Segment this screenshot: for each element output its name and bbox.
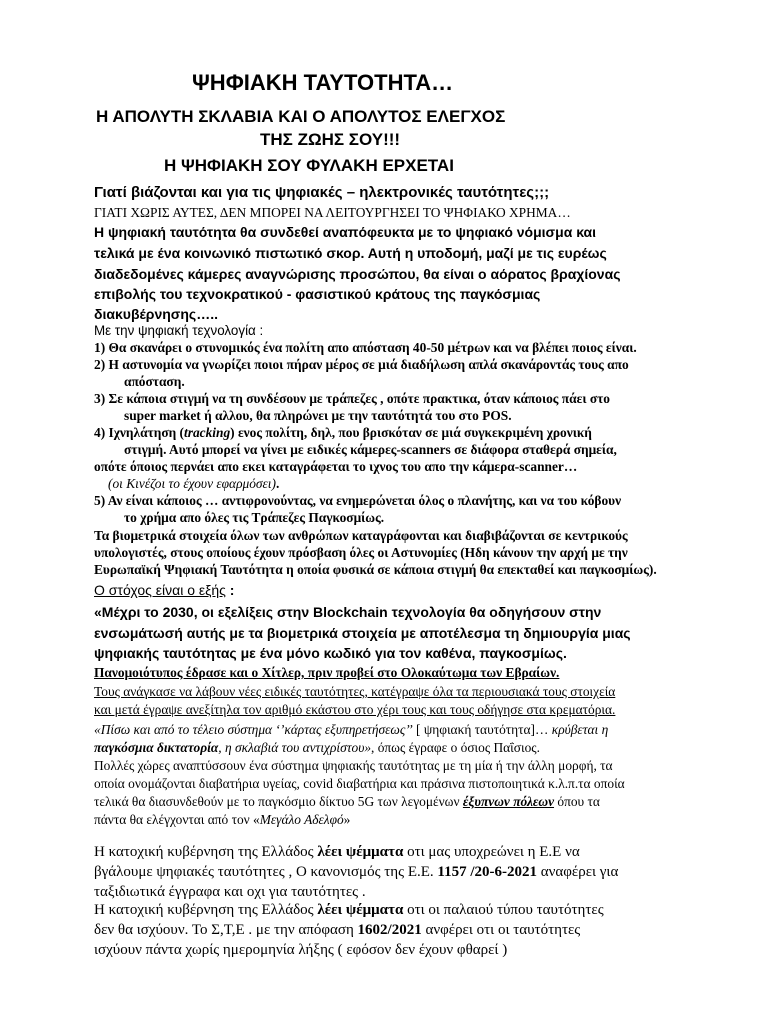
gov-line xyxy=(94,844,580,861)
subtitle-line-3: Η ΨΗΦΙΑΚΗ ΣΟΥ ΦΥΛΑΚΗ ΕΡΧΕΤΑΙ xyxy=(164,156,454,175)
page-title: ΨΗΦΙΑΚΗ ΤΑΥΤΟΤΗΤΑ… xyxy=(192,70,454,95)
tech-item-4-cont: οπότε όποιος περνάει απο εκει καταγράφεται το ιχνος του απο την κάμερα-scanner… xyxy=(94,459,578,474)
tech-item-2-cont: απόσταση. xyxy=(124,374,185,389)
tech-item-4-note xyxy=(108,476,279,491)
tech-item-3-cont: super market ή αλλου, θα πληρώνει με την ταυτότητά του στο POS. xyxy=(124,408,512,423)
prototype-line: Πανομοιότυπος έδρασε και ο Χίτλερ, πριν προβεί στο Ολοκαύτωμα των Εβραίων. xyxy=(94,665,560,680)
gov-line xyxy=(94,864,618,881)
goal-line: ψηφιακής ταυτότητας με ένα μόνο κωδικό για τον καθένα, παγκοσμίως. xyxy=(94,645,567,661)
quote-line-2 xyxy=(94,740,540,755)
gov-bold: λέει ψέμματα xyxy=(317,844,404,860)
tech-item-4-pre: 4) Ιχνηλάτηση ( xyxy=(94,425,185,440)
biometric-line: υπολογιστές, στους οποίους έχουν πρόσβαση όλες οι Αστυνομίες (Ηδη κάνουν την αρχή με την xyxy=(94,545,628,560)
gov-bold: λέει ψέμματα xyxy=(317,902,404,918)
hitler-line: και μετά έγραψε ανεξίτηλα τον αριθμό εκάστου στο χέρι τους και τους οδήγησε στα κρεματόρια. xyxy=(94,702,616,717)
intro-paragraph-line: διαδεδομένες κάμερες αναγνώρισης προσώπου, θα είναι ο αόρατος βραχίονας xyxy=(94,266,621,282)
countries-line: οποία ονομάζονται διαβατήρια υγείας, covid διαβατήρια και πράσινα πιστοποιητικά κ.λ.π.τα οποία xyxy=(94,776,625,791)
gov-text: οτι οι παλαιού τύπου ταυτότητες xyxy=(403,902,604,918)
gov-text: δεν θα ισχύουν. Το Σ,Τ,Ε . με την απόφαση xyxy=(94,922,358,938)
tech-item-4 xyxy=(94,425,592,440)
gov-line xyxy=(94,902,604,919)
intro-paragraph-line: Η ψηφιακή ταυτότητα θα συνδεθεί αναπόφευκτα με το ψηφιακό νόμισμα και xyxy=(94,224,597,240)
biometric-line: Τα βιομετρικά στοιχεία όλων των ανθρώπων καταγράφονται και διαβιβάζονται σε κεντρικούς xyxy=(94,528,628,543)
goal-line: ενσωμάτωσή αυτής με τα βιομετρικά στοιχεία με αποτέλεσμα τη δημιουργία μιας xyxy=(94,625,631,641)
quote-italic: «Πίσω και από το τέλειο σύστημα ‘’κάρτας εξυπηρετήσεως’’ xyxy=(94,722,413,737)
decision-number: 1602/2021 xyxy=(357,922,422,938)
tech-item-1: 1) Θα σκανάρει ο στυνομικός ένα πολίτη απο απόσταση 40-50 μέτρων και να βλέπει ποιος είναι. xyxy=(94,340,637,355)
gov-text: βγάλουμε ψηφιακές ταυτότητες , Ο κανονισμός της Ε.Ε. xyxy=(94,864,438,880)
tech-item-4-italic: tracking xyxy=(184,425,231,440)
goal-line: «Μέχρι το 2030, οι εξελίξεις στην Blockchain τεχνολογία θα οδηγήσουν στην xyxy=(94,604,602,620)
goal-heading xyxy=(94,582,234,598)
gov-text: Η κατοχική κυβέρνηση της Ελλάδος xyxy=(94,902,318,918)
countries-text: » xyxy=(343,812,351,827)
goal-heading-colon: : xyxy=(225,582,235,598)
countries-text: όπου τα xyxy=(554,794,600,809)
subtitle-line-2: ΤΗΣ ΖΩΗΣ ΣΟΥ!!! xyxy=(260,130,401,149)
countries-text: πάντα θα ελέγχονται από τον « xyxy=(94,812,260,827)
quote-line-1 xyxy=(94,722,608,737)
intro-paragraph-line: διακυβέρνησης….. xyxy=(94,306,218,322)
smart-cities-text: έξυπνων πόλεων xyxy=(462,794,555,809)
gov-line xyxy=(94,922,580,939)
gov-text: Η κατοχική κυβέρνηση της Ελλάδος xyxy=(94,844,318,860)
goal-heading-text: Ο στόχος είναι ο εξής xyxy=(94,582,226,598)
gov-text: ανφέρει οτι οι ταυτότητες xyxy=(421,922,581,938)
quote-normal: , όπως έγραφε ο όσιος Παΐσιος. xyxy=(371,740,540,755)
intro-question: Γιατί βιάζονται και για τις ψηφιακές – ηλεκτρονικές ταυτότητες;;; xyxy=(94,184,550,201)
tech-item-5: 5) Αν είναι κάποιος … αντιφρονούντας, να ενημερώνεται όλος ο πλανήτης, και να του κόβουν xyxy=(94,493,622,508)
tech-item-5-cont: το χρήμα απο όλες τις Τράπεζες Παγκοσμίως. xyxy=(124,510,385,525)
quote-bold-italic: παγκόσμια δικτατορία xyxy=(94,740,219,755)
tech-item-4-cont: στιγμή. Αυτό μπορεί να γίνει με ειδικές κάμερες-scanners σε διάφορα σταθερά σημεία, xyxy=(124,442,617,457)
gov-line: ισχύουν πάντα χωρίς ημερομηνία λήξης ( εφόσον δεν έχουν φθαρεί ) xyxy=(94,942,508,958)
quote-italic: , η σκλαβιά του αντιχρίστου» xyxy=(218,740,372,755)
intro-paragraph-line: επιβολής του τεχνοκρατικού - φασιστικού κράτους της παγκόσμιας xyxy=(94,286,541,302)
gov-text: αναφέρει για xyxy=(537,864,619,880)
tech-item-4-note-italic: (οι Κινέζοι το έχουν εφαρμόσει) xyxy=(108,476,276,491)
tech-heading: Με την ψηφιακή τεχνολογία : xyxy=(94,323,264,338)
countries-line-4 xyxy=(94,812,350,827)
regulation-number: 1157 /20-6-2021 xyxy=(437,864,537,880)
subtitle-line-1: Η ΑΠΟΛΥΤΗ ΣΚΛΑΒΙΑ ΚΑΙ Ο ΑΠΟΛΥΤΟΣ ΕΛΕΓΧΟΣ xyxy=(96,107,506,126)
quote-italic: κρύβεται η xyxy=(551,722,609,737)
countries-text: τελικά θα διασυνδεθούν με το παγκόσμιο δίκτυο 5G των λεγομένων xyxy=(94,794,463,809)
big-brother-text: Μεγάλο Αδελφό xyxy=(259,812,344,827)
countries-line: Πολλές χώρες αναπτύσσουν ένα σύστημα ψηφιακής ταυτότητας με τη μία ή την άλλη μορφή, τα xyxy=(94,758,613,773)
biometric-line: Ευρωπαϊκή Ψηφιακή Ταυτότητα η οποία φυσικά σε κάποια στιγμή θα επεκταθεί και παγκοσμίως). xyxy=(94,562,657,577)
tech-item-4-post: ) ενος πολίτη, δηλ, που βρισκόταν σε μιά συγκεκριμένη χρονική xyxy=(230,425,592,440)
intro-answer: ΓΙΑΤΙ ΧΩΡΙΣ ΑΥΤΕΣ, ΔΕΝ ΜΠΟΡΕΙ ΝΑ ΛΕΙΤΟΥΡΓΗΣΕΙ ΤΟ ΨΗΦΙΑΚΟ ΧΡΗΜΑ… xyxy=(94,205,571,220)
hitler-line: Τους ανάγκασε να λάβουν νέες ειδικές ταυτότητες, κατέγραψε όλα τα περιουσιακά τους στοιχεία xyxy=(94,684,616,699)
tech-item-2: 2) Η αστυνομία να γνωρίζει ποιοι πήραν μέρος σε μιά διαδήλωση απλά σκανάροντάς τους απο xyxy=(94,357,629,372)
tech-item-4-note-end: . xyxy=(275,476,280,491)
quote-normal: [ ψηφιακή ταυτότητα]… xyxy=(412,722,552,737)
intro-paragraph-line: τελικά με ένα κοινωνικό πιστωτικό σκορ. Αυτή η υποδομή, μαζί με τις ευρέως xyxy=(94,245,607,261)
gov-text: οτι μας υποχρεώνει η Ε.Ε να xyxy=(403,844,580,860)
countries-line-3 xyxy=(94,794,600,809)
gov-line: ταξιδιωτικά έγγραφα και οχι για ταυτότητες . xyxy=(94,884,366,900)
tech-item-3: 3) Σε κάποια στιγμή να τη συνδέσουν με τράπεζες , οπότε πρακτικα, όταν κάποιος πάει στο xyxy=(94,391,610,406)
